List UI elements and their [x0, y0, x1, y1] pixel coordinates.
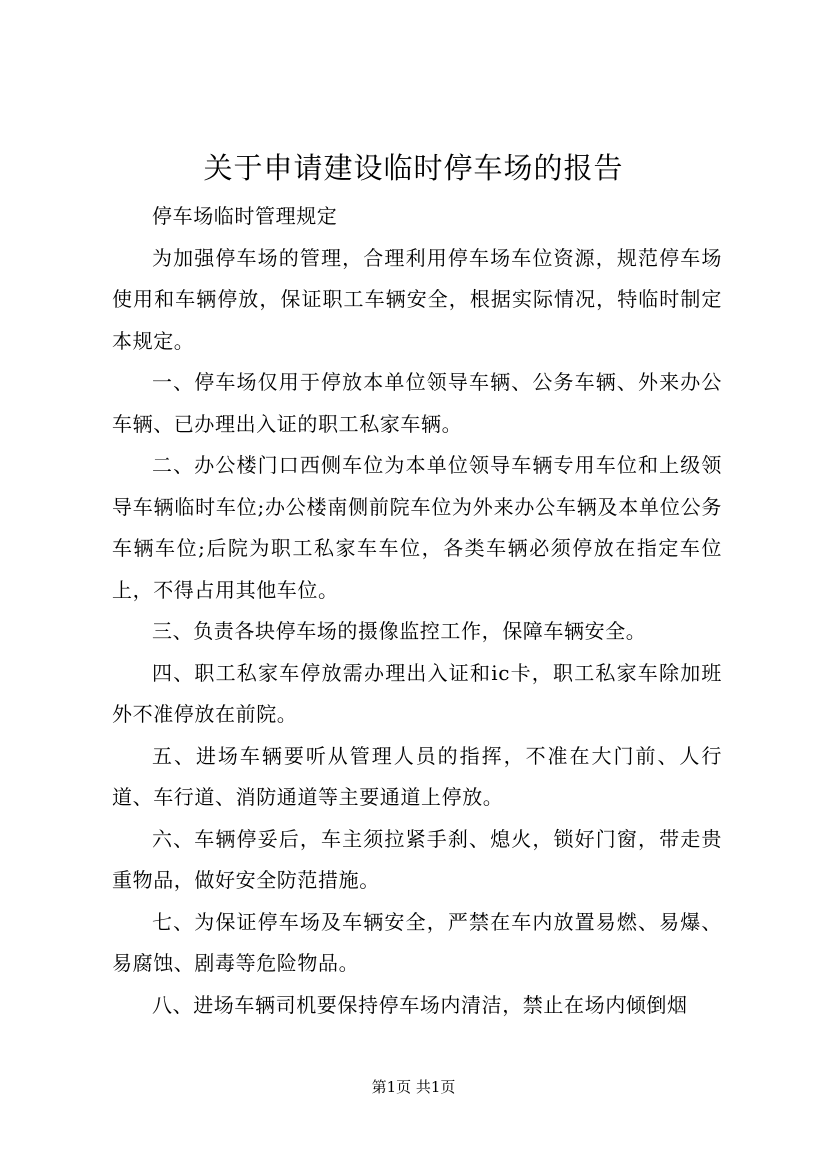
rule-paragraph-5: 五、进场车辆要听从管理人员的指挥，不准在大门前、人行道、车行道、消防通道等主要通道上停放。 — [112, 743, 722, 809]
rule-paragraph-4: 四、职工私家车停放需办理出入证和ic卡，职工私家车除加班外不准停放在前院。 — [112, 660, 722, 726]
document-body — [112, 196, 722, 1026]
subtitle-paragraph: 停车场临时管理规定 — [152, 204, 338, 228]
document-title: 关于申请建设临时停车场的报告 — [203, 151, 624, 185]
rule-paragraph-1: 一、停车场仅用于停放本单位领导车辆、公务车辆、外来办公车辆、已办理出入证的职工私家车辆。 — [112, 370, 722, 436]
rule-paragraph-6: 六、车辆停妥后，车主须拉紧手刹、熄火，锁好门窗，带走贵重物品，做好安全防范措施。 — [112, 826, 722, 892]
rule-paragraph-3: 三、负责各块停车场的摄像监控工作，保障车辆安全。 — [152, 619, 647, 643]
rule-paragraph-8: 八、进场车辆司机要保持停车场内清洁，禁止在场内倾倒烟 — [152, 992, 688, 1017]
page-number-footer: 第1页 共1页 — [371, 1078, 456, 1096]
intro-paragraph: 为加强停车场的管理，合理利用停车场车位资源，规范停车场使用和车辆停放，保证职工车辆安全，根据实际情况，特临时制定本规定。 — [112, 245, 722, 353]
rule-paragraph-7: 七、为保证停车场及车辆安全，严禁在车内放置易燃、易爆、易腐蚀、剧毒等危险物品。 — [112, 909, 722, 975]
rule-paragraph-2: 二、办公楼门口西侧车位为本单位领导车辆专用车位和上级领导车辆临时车位;办公楼南侧前院车位为外来办公车辆及本单位公务车辆车位;后院为职工私家车车位，各类车辆必须停放在指定车位上，不得占用其他车位。 — [112, 453, 722, 602]
